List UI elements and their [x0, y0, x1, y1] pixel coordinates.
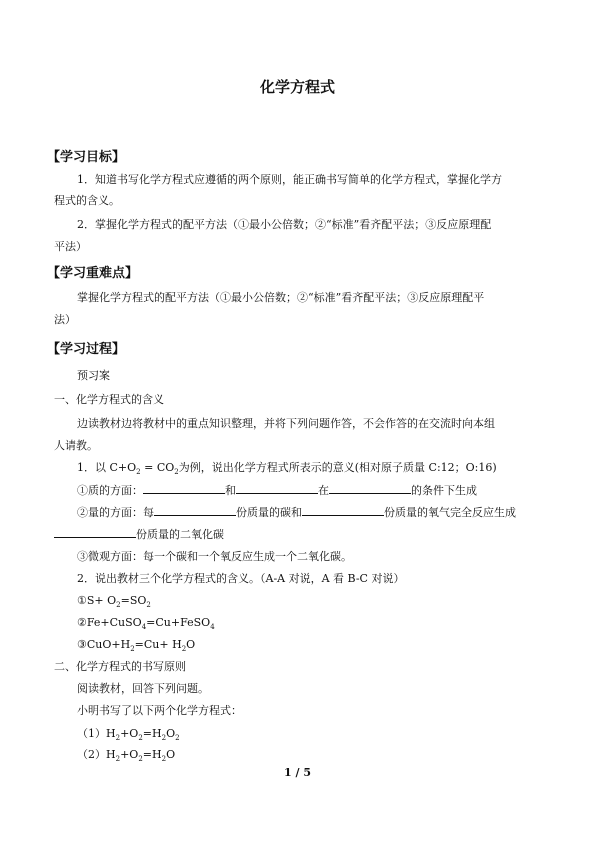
- page-title: 化学方程式: [259, 78, 335, 96]
- section-process-heading: 【学习过程】: [47, 342, 126, 357]
- blank-field[interactable]: [329, 482, 411, 494]
- blank-field[interactable]: [143, 482, 225, 494]
- micro-aspect-line: ③微观方面：每一个碳和一个氧反应生成一个二氧化碳。: [77, 550, 352, 563]
- blank-field[interactable]: [302, 504, 384, 516]
- difficulty-line-1: 掌握化学方程式的配平方法（①最小公倍数；②“标准”看齐配平法；③反应原理配平: [77, 291, 485, 304]
- goal-2-line-2: 平法）: [54, 240, 87, 253]
- preview-label: 预习案: [77, 369, 110, 382]
- student-equation-2: $(2)H_2+O_2=H_2O$: [77, 748, 176, 764]
- equation-2: ②Fe+CuSO$_4$=Cu+FeSO$_4$: [77, 616, 215, 632]
- part-2-question: 小明书写了以下两个化学方程式：: [77, 704, 242, 717]
- section-difficulty-heading: 【学习重难点】: [47, 266, 139, 281]
- student-equation-1: $(1)H_2+O_2=H_2O_2$: [77, 727, 180, 743]
- goal-2-line-1: 2．掌握化学方程式的配平方法（①最小公倍数；②“标准”看齐配平法；③反应原理配: [77, 218, 492, 231]
- part-1-title: 一、化学方程式的含义: [54, 393, 164, 406]
- goal-1-line-2: 程式的含义。: [54, 194, 120, 207]
- part-2-title: 二、化学方程式的书写原则: [54, 660, 186, 673]
- quantity-aspect-line-1: ②量的方面：每 份质量的碳和 份质量的氧气完全反应生成: [77, 506, 516, 519]
- part-1-intro-line-2: 人请教。: [54, 439, 98, 452]
- equation-3: $③CuO+H_2=Cu+ H_2O$: [77, 638, 196, 654]
- blank-field[interactable]: [54, 526, 136, 538]
- part-2-intro: 阅读教材，回答下列问题。: [77, 682, 209, 695]
- blank-field[interactable]: [154, 504, 236, 516]
- difficulty-line-2: 法）: [54, 313, 76, 326]
- goal-1-line-1: 1．知道书写化学方程式应遵循的两个原则，能正确书写简单的化学方程式，掌握化学方: [77, 173, 502, 186]
- quantity-aspect-line-2: 份质量的二氧化碳: [54, 526, 224, 543]
- blank-field[interactable]: [236, 482, 318, 494]
- part-1-intro-line-1: 边读教材边将教材中的重点知识整理，并将下列问题作答，不会作答的在交流时向本组: [77, 417, 495, 430]
- question-1: 1．以 $C+O_2 = CO_2$为例，说出化学方程式所表示的意义(相对原子质量 C:12；O:16): [77, 461, 497, 477]
- page-number: 1 / 5: [284, 766, 311, 779]
- equation-1: ①S+ $O_2=SO_2$: [77, 594, 151, 610]
- mass-aspect-line: ①质的方面： 和 在 的条件下生成: [77, 484, 477, 497]
- question-2: 2．说出教材三个化学方程式的含义。（A-A 对说，A 看 B-C 对说）: [77, 572, 405, 585]
- section-goals-heading: 【学习目标】: [47, 150, 126, 165]
